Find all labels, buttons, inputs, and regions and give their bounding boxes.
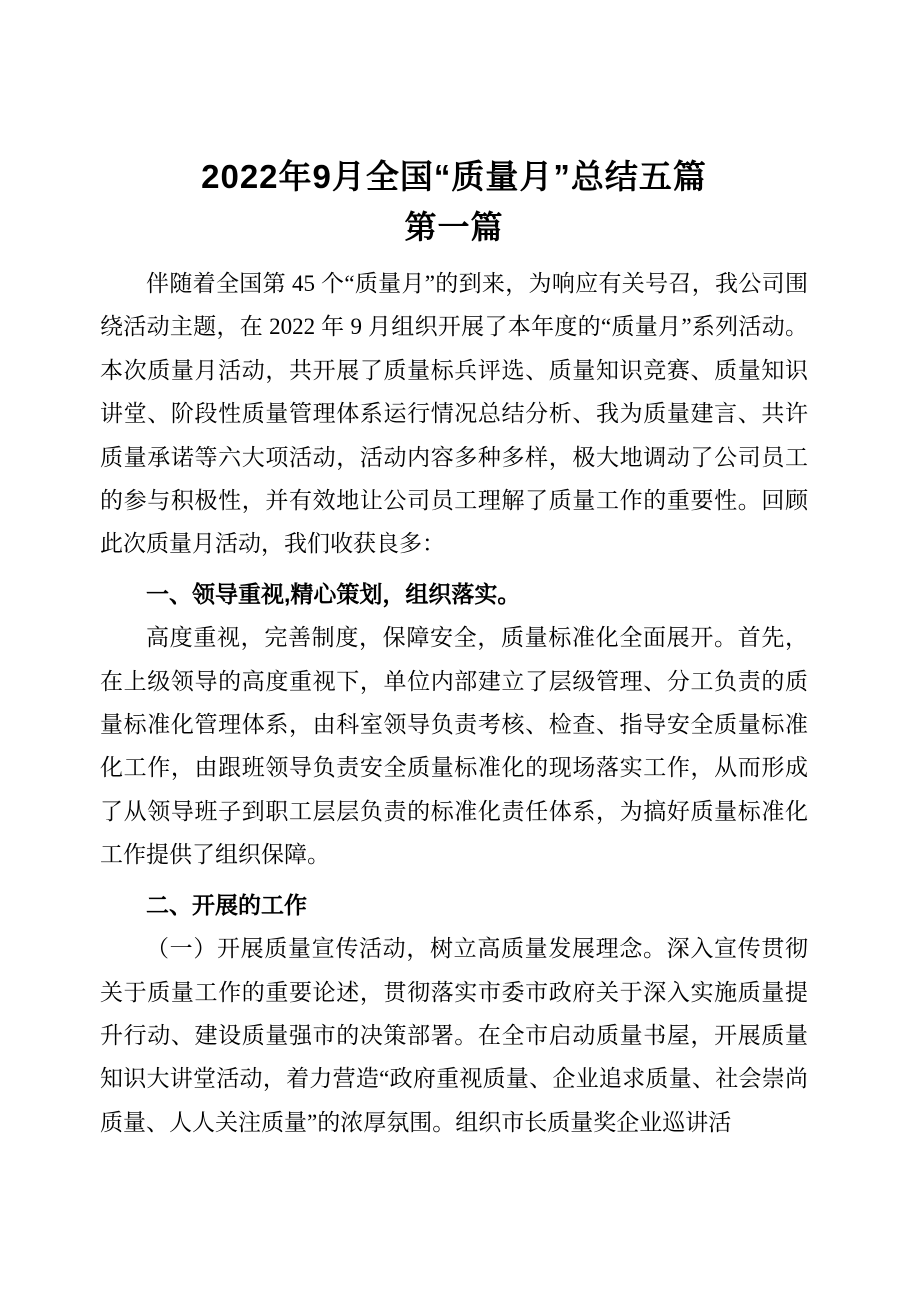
document-title: 2022年9月全国“质量月”总结五篇 bbox=[201, 158, 707, 195]
document-content bbox=[100, 0, 808, 1144]
document-subtitle: 第一篇 bbox=[404, 209, 504, 245]
paragraph-intro: 伴随着全国第 45 个“质量月”的到来，为响应有关号召，我公司围绕活动主题，在 2022 年 9 月组织开展了本年度的“质量月”系列活动。本次质量月活动，共开展了质量标兵评选、质量知识竞赛、质量知识讲堂、阶段性质量管理体系运行情况总结分析、我为质量建言、共许质量承诺等六大项活动，活动内容多种多样，极大地调动了公司员工的参与积极性，并有效地让公司员工理解了质量工作的重要性。回顾此次质量月活动，我们收获良多： bbox=[100, 271, 808, 557]
section-heading-2: 二、开展的工作 bbox=[146, 891, 307, 918]
section-heading-1: 一、领导重视,精心策划，组织落实。 bbox=[146, 580, 521, 607]
paragraph-section-1: 高度重视，完善制度，保障安全，质量标准化全面展开。首先，在上级领导的高度重视下，单位内部建立了层级管理、分工负责的质量标准化管理体系，由科室领导负责考核、检查、指导安全质量标准化工作，由跟班领导负责安全质量标准化的现场落实工作，从而形成了从领导班子到职工层层负责的标准化责任体系，为搞好质量标准化工作提供了组织保障。 bbox=[100, 625, 808, 868]
paragraph-section-2: （一）开展质量宣传活动，树立高质量发展理念。深入宣传贯彻关于质量工作的重要论述，贯彻落实市委市政府关于深入实施质量提升行动、建设质量强市的决策部署。在全市启动质量书屋，开展质量知识大讲堂活动，着力营造“政府重视质量、企业追求质量、社会崇尚质量、人人关注质量”的浓厚氛围。组织市长质量奖企业巡讲活 bbox=[100, 936, 808, 1135]
